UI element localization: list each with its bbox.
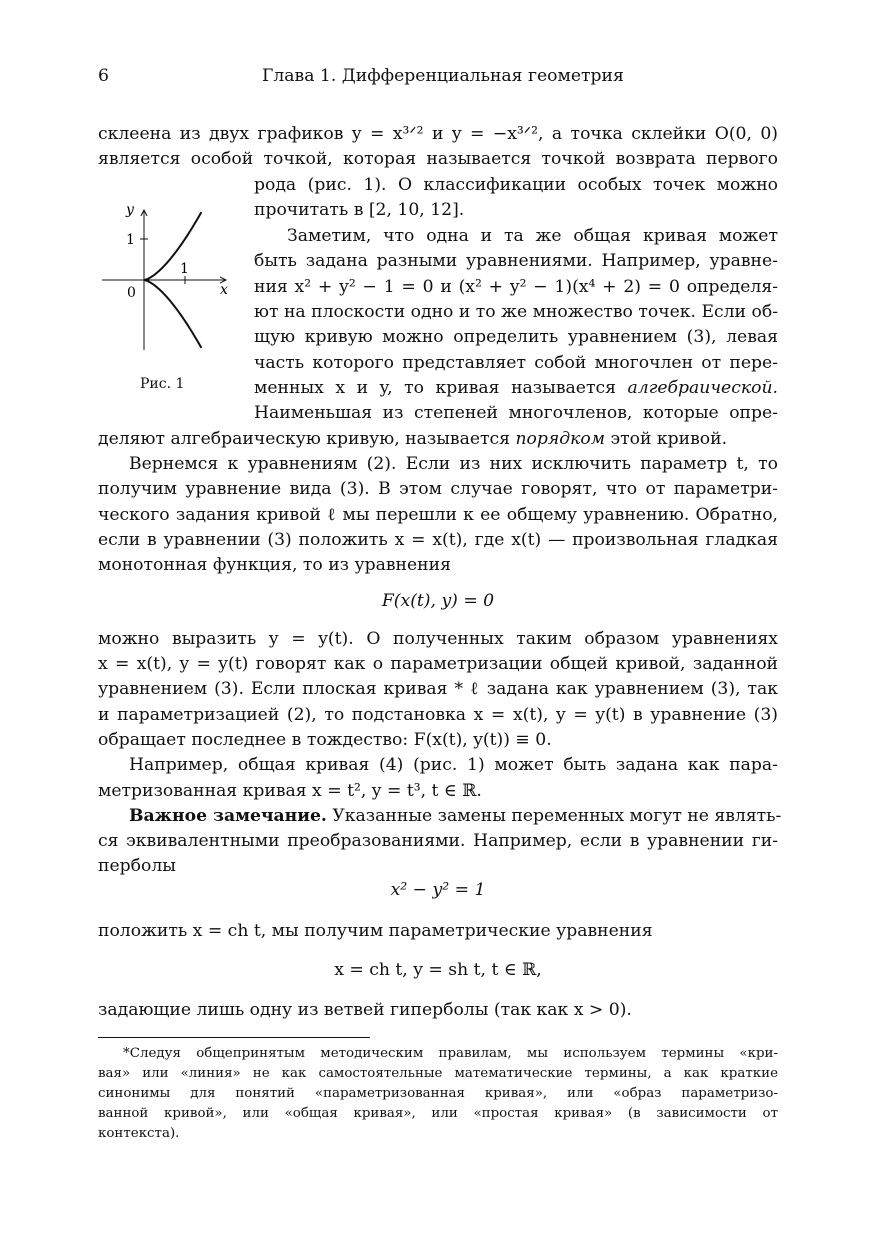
equation-display: x² − y² = 1 — [390, 880, 486, 900]
text-line: обращает последнее в тождество: F(x(t), y(t)) ≡ 0. — [98, 730, 552, 750]
y-axis-label: y — [126, 202, 134, 218]
term-algebraic: алгебраической. — [627, 378, 778, 398]
text-line: перболы — [98, 856, 176, 876]
text-line — [129, 804, 782, 829]
text-run: деляют алгебраическую кривую, называется — [98, 429, 516, 449]
running-head — [98, 66, 778, 90]
text-line: ческого задания кривой ℓ мы перешли к ее общему уравнению. Обратно, — [98, 505, 778, 525]
text-run: менных x и y, то кривая называется — [254, 378, 628, 398]
text-line: Заметим, что одна и та же общая кривая может — [287, 226, 778, 246]
footnote-line: ванной кривой», или «общая кривая», или «простая кривая» (в зависимости от — [98, 1106, 778, 1121]
text-line: Например, общая кривая (4) (рис. 1) может быть задана как пара- — [129, 755, 778, 775]
cusp-plot — [98, 196, 238, 376]
text-line: быть задана разными уравнениями. Например, уравне- — [254, 251, 778, 271]
text-line: часть которого представляет собой многочлен от пере- — [254, 353, 778, 373]
footnote-line: *Следуя общепринятым методическим правилам, мы используем термины «кри- — [123, 1046, 778, 1061]
text-line: метризованная кривая x = t², y = t³, t ∈ ℝ. — [98, 781, 482, 801]
text-line: ния x² + y² − 1 = 0 и (x² + y² − 1)(x⁴ + 2) = 0 определя- — [254, 277, 778, 297]
figure-caption: Рис. 1 — [140, 376, 185, 392]
footnote-line: контекста). — [98, 1126, 180, 1141]
chapter-title: Глава 1. Дифференциальная геометрия — [262, 66, 624, 86]
equation-display: F(x(t), y) = 0 — [381, 591, 495, 611]
remark-heading: Важное замечание. — [129, 806, 327, 826]
text-line: рода (рис. 1). О классификации особых точек можно — [254, 175, 778, 195]
text-line: Наименьшая из степеней многочленов, которые опре- — [254, 403, 778, 423]
figure-1 — [98, 196, 238, 406]
text-line: положить x = ch t, мы получим параметрические уравнения — [98, 921, 653, 941]
text-run: Указанные замены переменных могут не являть- — [326, 806, 782, 826]
text-line: склеена из двух графиков y = x³ᐟ² и y = −x³ᐟ², а точка склейки O(0, 0) — [98, 124, 778, 144]
cusp-upper-branch — [144, 212, 201, 280]
text-line: уравнением (3). Если плоская кривая * ℓ задана как уравнением (3), так — [98, 679, 778, 699]
text-line — [98, 427, 727, 452]
x-tick-label: 1 — [180, 261, 189, 277]
x-axis-label: x — [220, 282, 228, 298]
text-line: и параметризацией (2), то подстановка x = x(t), y = y(t) в уравнение (3) — [98, 705, 778, 725]
footnote-rule — [98, 1037, 370, 1038]
text-line: прочитать в [2, 10, 12]. — [254, 200, 465, 220]
text-line — [254, 376, 778, 401]
origin-label: 0 — [127, 285, 136, 301]
y-tick-label: 1 — [126, 232, 135, 248]
text-line: монотонная функция, то из уравнения — [98, 555, 451, 575]
footnote-line: синонимы для понятий «параметризованная кривая», или «образ параметризо- — [98, 1086, 778, 1101]
text-line: щую кривую можно определить уравнением (3), левая — [254, 327, 778, 347]
footnote-line: вая» или «линия» не как самостоятельные математические термины, а как краткие — [98, 1066, 778, 1081]
text-line: Вернемся к уравнениям (2). Если из них исключить параметр t, то — [129, 454, 778, 474]
cusp-lower-branch — [144, 280, 201, 348]
text-line: если в уравнении (3) положить x = x(t), где x(t) — произвольная гладкая — [98, 530, 778, 550]
text-line: является особой точкой, которая называется точкой возврата первого — [98, 149, 778, 169]
text-line: x = x(t), y = y(t) говорят как о параметризации общей кривой, заданной — [98, 654, 778, 674]
text-line: задающие лишь одну из ветвей гиперболы (так как x > 0). — [98, 1000, 632, 1020]
page-number: 6 — [98, 66, 109, 86]
text-line: получим уравнение вида (3). В этом случае говорят, что от параметри- — [98, 479, 778, 499]
term-order: порядком — [515, 429, 606, 449]
equation-display: x = ch t, y = sh t, t ∈ ℝ, — [334, 960, 542, 980]
text-line: можно выразить y = y(t). О полученных таким образом уравнениях — [98, 629, 778, 649]
text-run: этой кривой. — [605, 429, 728, 449]
text-line: ют на плоскости одно и то же множество точек. Если об- — [254, 302, 778, 322]
text-line: ся эквивалентными преобразованиями. Например, если в уравнении ги- — [98, 831, 778, 851]
